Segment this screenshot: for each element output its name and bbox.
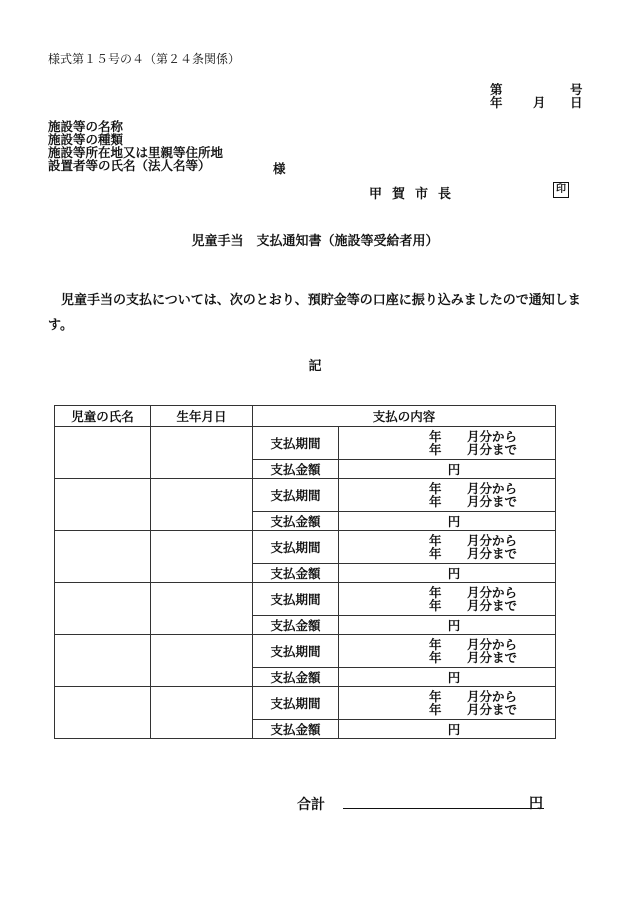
child-name-cell <box>55 427 151 479</box>
period-label: 支払期間 <box>253 479 339 512</box>
table-row <box>55 531 556 564</box>
header-payment-content: 支払の内容 <box>253 406 556 427</box>
seal-mark: 印 <box>553 182 569 198</box>
period-label: 支払期間 <box>253 687 339 720</box>
ki-marker: 記 <box>308 359 322 374</box>
table-row <box>55 583 556 616</box>
birth-date-cell <box>151 479 253 531</box>
amount-yen: 円 <box>339 460 556 479</box>
period-to: 月分まで <box>467 442 518 457</box>
operator-name-label: 設置者等の氏名（法人名等） <box>48 158 211 173</box>
amount-yen: 円 <box>339 720 556 739</box>
payment-table <box>54 405 556 739</box>
period-value <box>339 531 556 564</box>
period-to: 月分まで <box>467 650 518 665</box>
document-title: 児童手当 支払通知書（施設等受給者用） <box>191 234 439 249</box>
period-label: 支払期間 <box>253 583 339 616</box>
table-row <box>55 687 556 720</box>
period-year-to: 年 <box>429 442 442 457</box>
period-value <box>339 635 556 668</box>
total-label: 合計 <box>297 797 325 813</box>
birth-date-cell <box>151 687 253 739</box>
period-to: 月分まで <box>467 702 518 717</box>
period-value <box>339 479 556 512</box>
birth-date-cell <box>151 583 253 635</box>
child-name-cell <box>55 635 151 687</box>
doc-number-suffix: 号 <box>570 82 583 97</box>
honorific: 様 <box>273 161 286 176</box>
form-number: 様式第１５号の４（第２４条関係） <box>48 52 241 66</box>
date-month: 月 <box>533 95 546 110</box>
amount-label: 支払金額 <box>253 460 339 479</box>
period-from: 月分から <box>467 533 518 548</box>
notice-body: 児童手当の支払については、次のとおり、預貯金等の口座に振り込みましたので通知します。 <box>48 293 581 333</box>
birth-date-cell <box>151 635 253 687</box>
issuer-mayor: 甲賀市長 <box>369 187 462 202</box>
total-amount-line <box>343 808 544 809</box>
child-name-cell <box>55 531 151 583</box>
amount-yen: 円 <box>339 564 556 583</box>
amount-yen: 円 <box>339 616 556 635</box>
period-from: 月分から <box>467 481 518 496</box>
amount-label: 支払金額 <box>253 616 339 635</box>
facility-address-label: 施設等所在地又は里親等住所地 <box>48 145 224 160</box>
period-from: 月分から <box>467 585 518 600</box>
period-from: 月分から <box>467 637 518 652</box>
amount-label: 支払金額 <box>253 668 339 687</box>
period-year-to: 年 <box>429 546 442 561</box>
period-value <box>339 427 556 460</box>
period-year-to: 年 <box>429 702 442 717</box>
amount-yen: 円 <box>339 668 556 687</box>
period-year-to: 年 <box>429 598 442 613</box>
header-child-name: 児童の氏名 <box>55 406 151 427</box>
amount-yen: 円 <box>339 512 556 531</box>
amount-label: 支払金額 <box>253 564 339 583</box>
total-yen-unit: 円 <box>529 796 543 812</box>
period-value <box>339 687 556 720</box>
period-from: 月分から <box>467 429 518 444</box>
child-name-cell <box>55 687 151 739</box>
period-year-to: 年 <box>429 650 442 665</box>
period-from: 月分から <box>467 689 518 704</box>
period-label: 支払期間 <box>253 427 339 460</box>
facility-name-label: 施設等の名称 <box>48 119 124 134</box>
doc-number-prefix: 第 <box>490 82 503 97</box>
amount-label: 支払金額 <box>253 720 339 739</box>
period-year-from: 年 <box>429 429 442 444</box>
amount-label: 支払金額 <box>253 512 339 531</box>
period-year-from: 年 <box>429 689 442 704</box>
period-year-to: 年 <box>429 494 442 509</box>
period-year-from: 年 <box>429 585 442 600</box>
facility-type-label: 施設等の種類 <box>48 132 124 147</box>
period-year-from: 年 <box>429 637 442 652</box>
period-year-from: 年 <box>429 533 442 548</box>
child-name-cell <box>55 583 151 635</box>
birth-date-cell <box>151 427 253 479</box>
date-day: 日 <box>570 95 583 110</box>
period-year-from: 年 <box>429 481 442 496</box>
table-row <box>55 427 556 460</box>
period-to: 月分まで <box>467 598 518 613</box>
child-name-cell <box>55 479 151 531</box>
period-to: 月分まで <box>467 494 518 509</box>
period-label: 支払期間 <box>253 531 339 564</box>
date-year: 年 <box>490 95 503 110</box>
table-row <box>55 479 556 512</box>
table-row <box>55 635 556 668</box>
header-birth-date: 生年月日 <box>151 406 253 427</box>
birth-date-cell <box>151 531 253 583</box>
period-to: 月分まで <box>467 546 518 561</box>
period-value <box>339 583 556 616</box>
period-label: 支払期間 <box>253 635 339 668</box>
